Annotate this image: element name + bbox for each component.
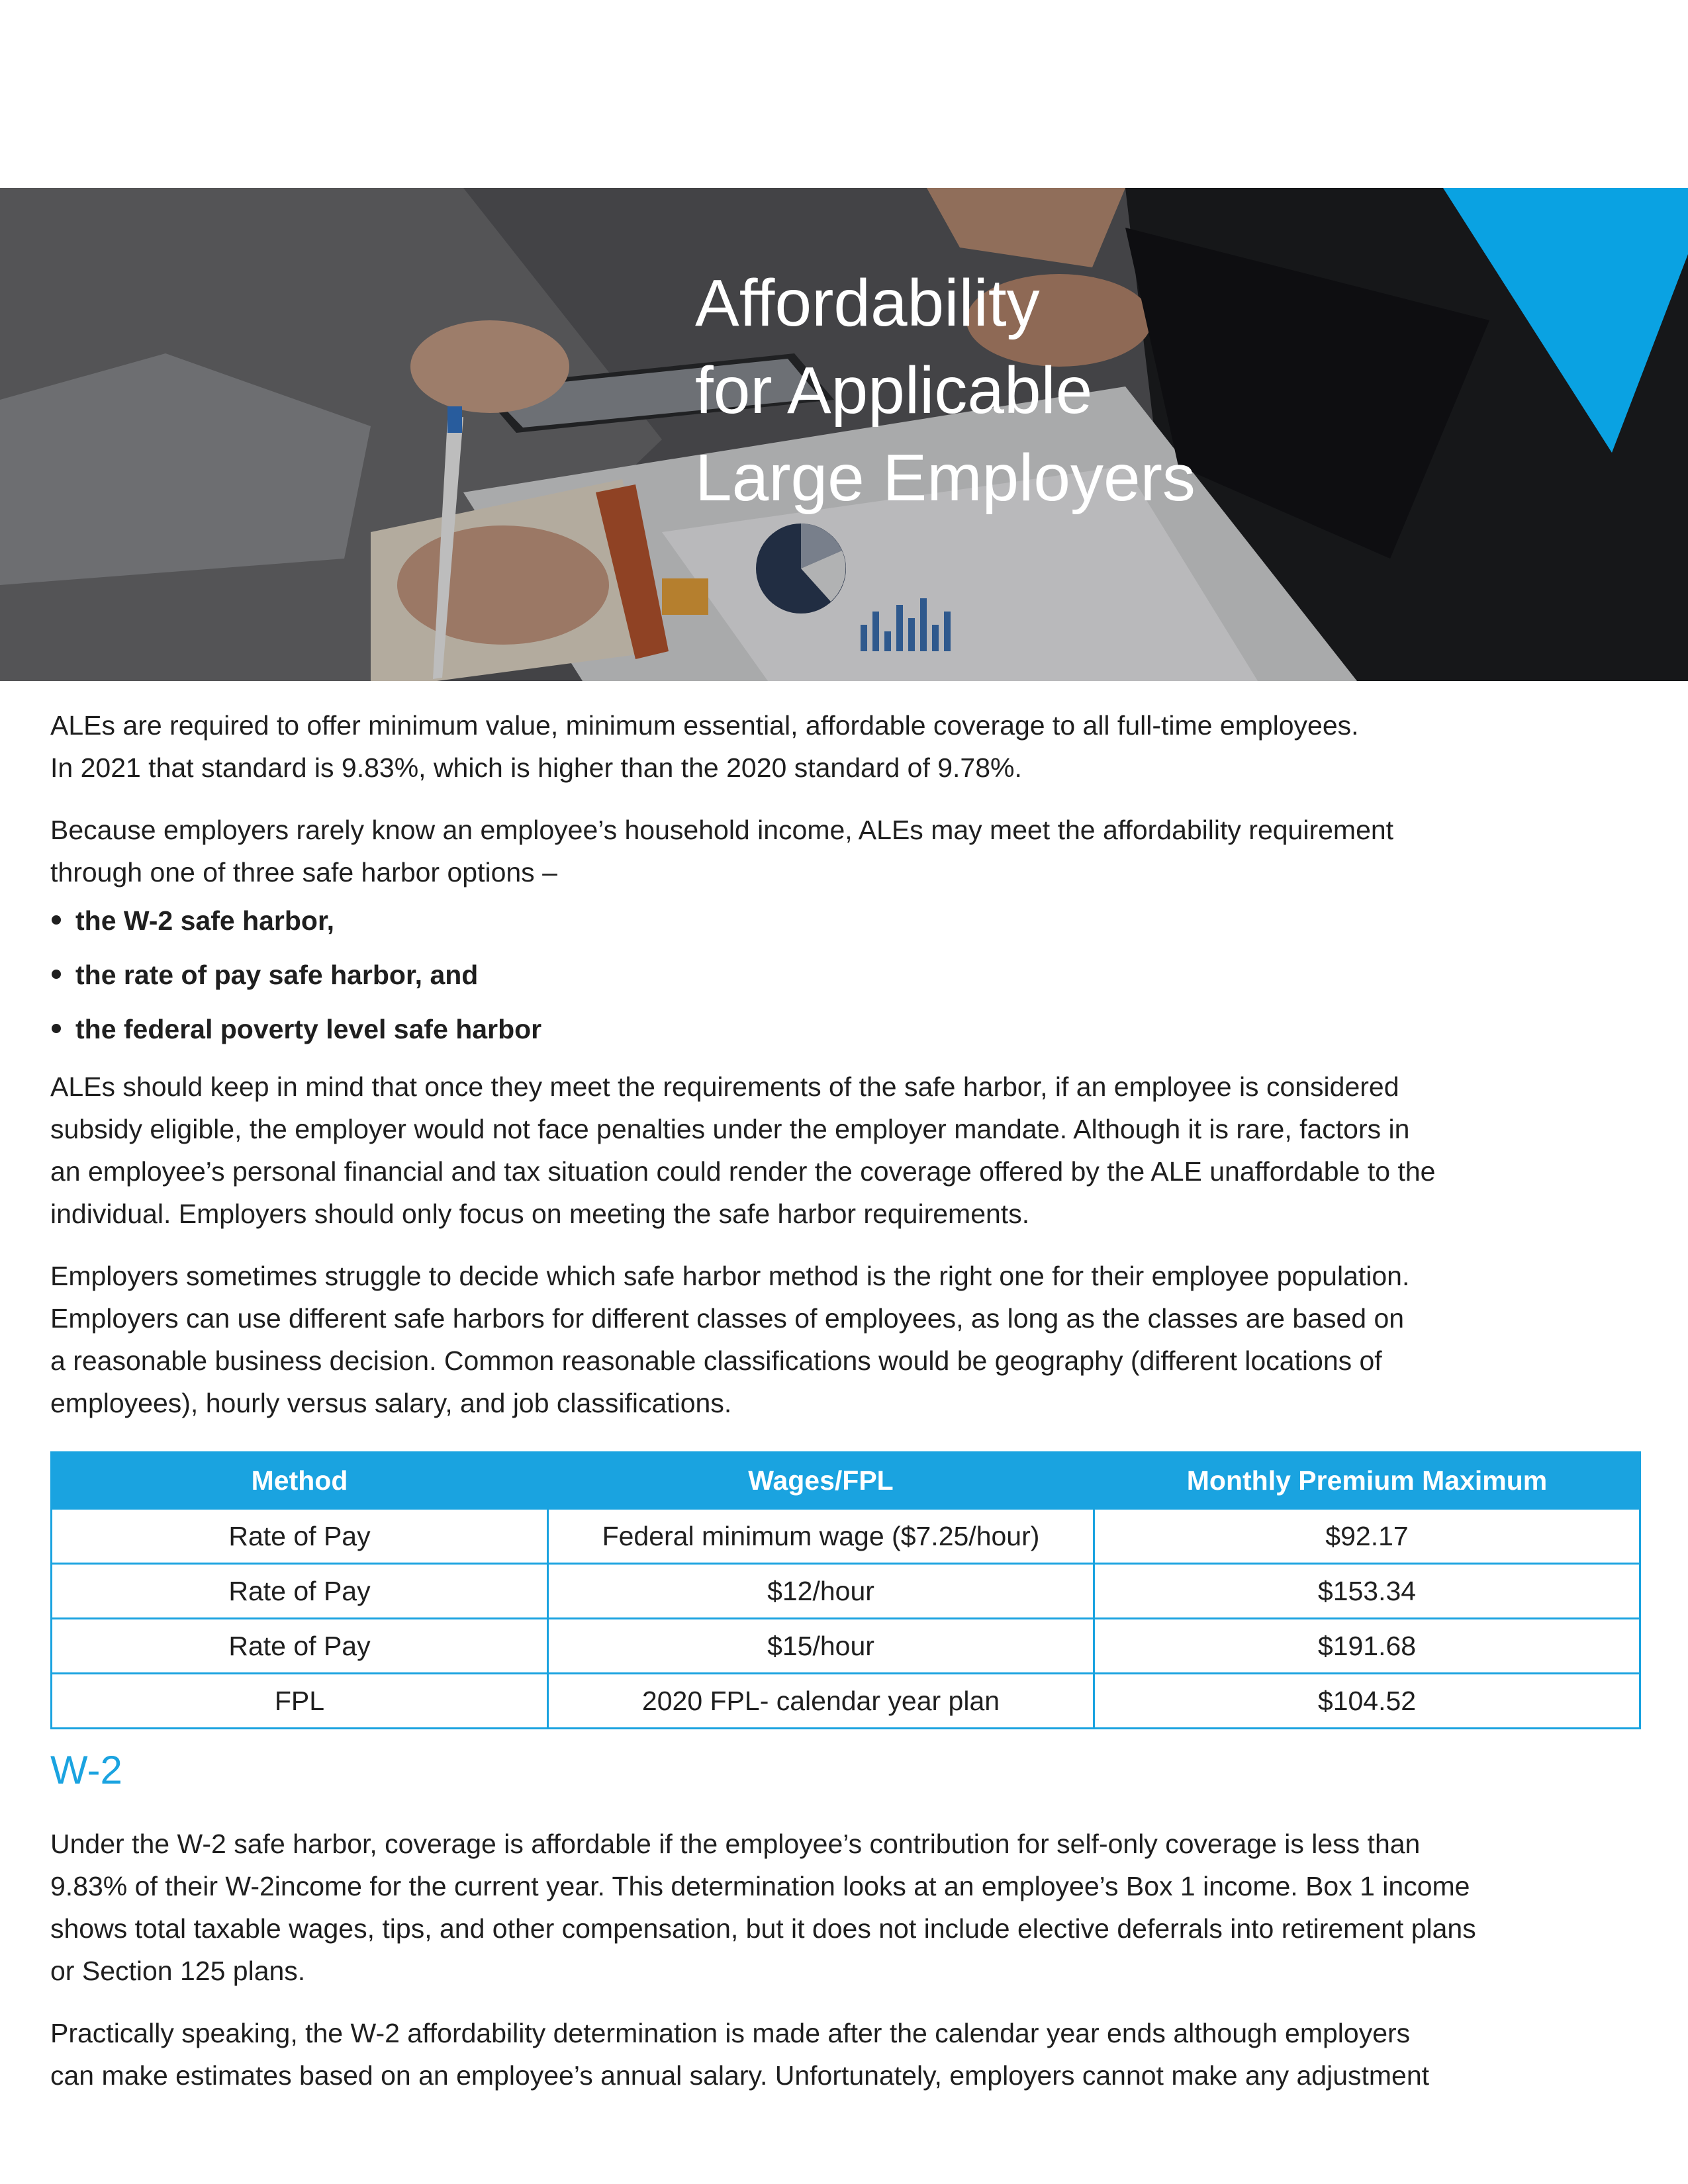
bullet-icon: [52, 915, 61, 925]
text-line: ALEs are required to offer minimum value, minimum essential, affordable coverage to all full-time employees.: [50, 710, 1359, 741]
text-line: Employers can use different safe harbors for different classes of employees, as long as the classes are based on: [50, 1303, 1405, 1334]
paragraph: [50, 809, 1639, 893]
text-line: subsidy eligible, the employer would not face penalties under the employer mandate. Although it is rare, factors in: [50, 1114, 1410, 1144]
text-line: can make estimates based on an employee’s annual salary. Unfortunately, employers cannot make any adjustment: [50, 2060, 1430, 2091]
paragraph: [50, 1066, 1639, 1235]
text-line: individual. Employers should only focus on meeting the safe harbor requirements.: [50, 1199, 1030, 1229]
page-title: [695, 259, 1489, 522]
intro-section: [50, 704, 1639, 1424]
table-cell: $12/hour: [548, 1564, 1094, 1619]
column-header: Monthly Premium Maximum: [1094, 1453, 1640, 1509]
text-line: Employers sometimes struggle to decide which safe harbor method is the right one for their employee population.: [50, 1261, 1410, 1291]
table-cell: Rate of Pay: [52, 1564, 548, 1619]
list-item-text: the rate of pay safe harbor, and: [75, 960, 479, 990]
title-line: for Applicable: [695, 353, 1093, 428]
list-item-text: the W-2 safe harbor,: [75, 905, 335, 936]
table-cell: Federal minimum wage ($7.25/hour): [548, 1509, 1094, 1564]
paragraph: [50, 2012, 1652, 2097]
table-header-row: [52, 1453, 1640, 1509]
text-line: through one of three safe harbor options –: [50, 857, 557, 887]
table-row: [52, 1509, 1640, 1564]
table-cell: $153.34: [1094, 1564, 1640, 1619]
text-line: an employee’s personal financial and tax situation could render the coverage offered by the ALE unaffordable to the: [50, 1156, 1436, 1187]
text-line: Under the W-2 safe harbor, coverage is affordable if the employee’s contribution for self-only coverage is less than: [50, 1829, 1421, 1859]
paragraph: [50, 704, 1639, 789]
table-cell: $15/hour: [548, 1619, 1094, 1674]
section-heading-w2: W-2: [50, 1748, 122, 1792]
text-line: In 2021 that standard is 9.83%, which is higher than the 2020 standard of 9.78%.: [50, 752, 1022, 783]
table-row: [52, 1674, 1640, 1729]
table-cell: Rate of Pay: [52, 1509, 548, 1564]
table-cell: 2020 FPL- calendar year plan: [548, 1674, 1094, 1729]
column-header: Wages/FPL: [548, 1453, 1094, 1509]
list-item: [50, 948, 1639, 1002]
title-line: Large Employers: [695, 441, 1196, 515]
column-header: Method: [52, 1453, 548, 1509]
table-cell: $92.17: [1094, 1509, 1640, 1564]
paragraph: [50, 1823, 1652, 1992]
list-item: [50, 1002, 1639, 1056]
table-cell: FPL: [52, 1674, 548, 1729]
text-line: Because employers rarely know an employee’s household income, ALEs may meet the affordability requirement: [50, 815, 1394, 845]
table-cell: Rate of Pay: [52, 1619, 548, 1674]
premium-table: [50, 1451, 1641, 1729]
table-cell: $104.52: [1094, 1674, 1640, 1729]
bullet-icon: [52, 970, 61, 979]
safe-harbor-list: [50, 893, 1639, 1056]
bullet-icon: [52, 1024, 61, 1033]
table-row: [52, 1619, 1640, 1674]
text-line: shows total taxable wages, tips, and other compensation, but it does not include elective deferrals into retirement plans: [50, 1913, 1476, 1944]
paragraph: [50, 1255, 1639, 1424]
title-line: Affordability: [695, 266, 1040, 340]
text-line: 9.83% of their W-2income for the current year. This determination looks at an employee’s Box 1 income. Box 1 income: [50, 1871, 1470, 1901]
text-line: or Section 125 plans.: [50, 1956, 306, 1986]
w2-section: [50, 1823, 1652, 2097]
table-row: [52, 1564, 1640, 1619]
text-line: ALEs should keep in mind that once they meet the requirements of the safe harbor, if an employee is considered: [50, 1071, 1399, 1102]
text-line: employees), hourly versus salary, and job classifications.: [50, 1388, 732, 1418]
list-item: [50, 893, 1639, 948]
table-cell: $191.68: [1094, 1619, 1640, 1674]
hero-banner: [0, 188, 1688, 681]
text-line: Practically speaking, the W-2 affordability determination is made after the calendar year ends although employers: [50, 2018, 1411, 2048]
text-line: a reasonable business decision. Common reasonable classifications would be geography (different locations of: [50, 1345, 1382, 1376]
list-item-text: the federal poverty level safe harbor: [75, 1014, 542, 1044]
